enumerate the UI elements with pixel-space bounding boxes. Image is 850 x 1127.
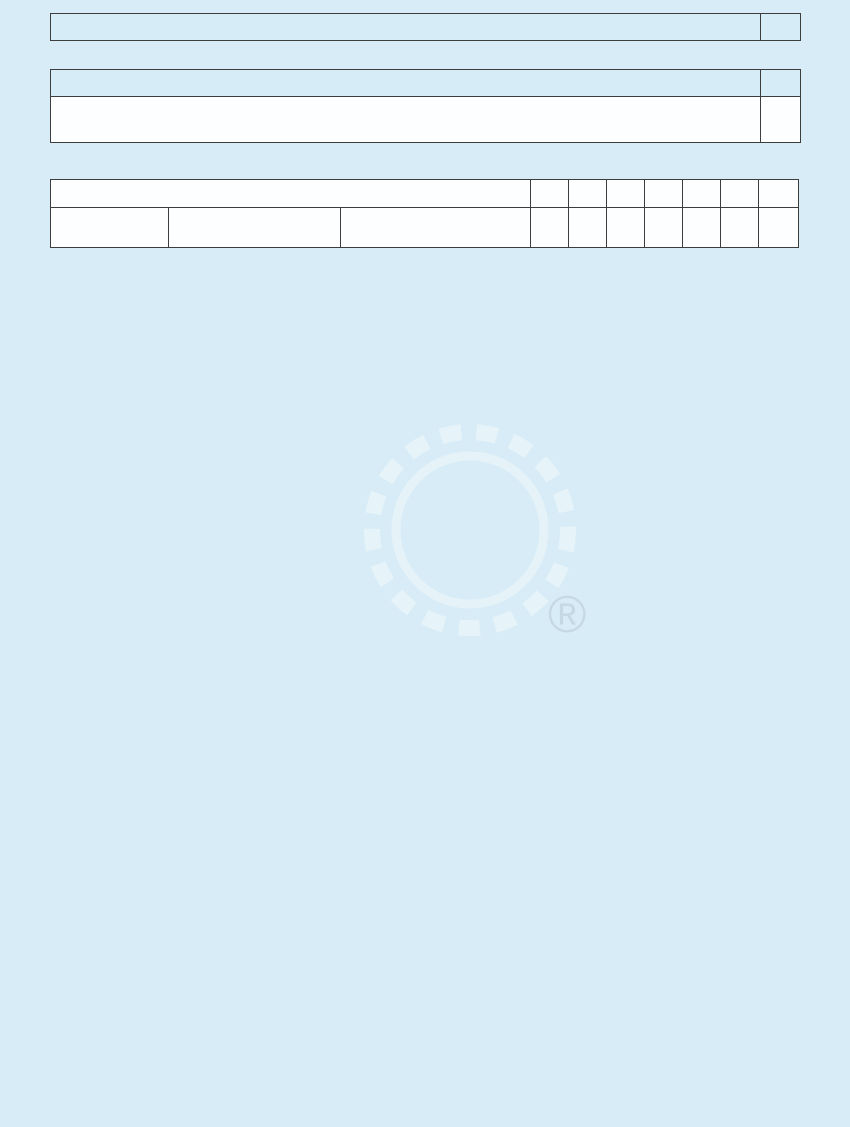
size-header-cell [569,180,607,208]
registered-trademark-icon: ® [548,586,587,644]
empty-cell [51,180,531,208]
table-row [51,14,801,41]
ports-option-cell [51,97,761,143]
code-cell [761,14,801,41]
table-row [51,97,801,143]
empty-cell [721,208,759,248]
flange-option-cell [51,14,761,41]
size-header-cell [607,180,645,208]
empty-cell [759,180,799,208]
through-drive-table [50,179,799,248]
empty-cell [683,208,721,248]
empty-cell [569,208,607,248]
column-header-row [51,208,799,248]
size-header-cell [645,180,683,208]
table-row [51,70,801,97]
ports-type-table [50,69,801,143]
mounting-flange-table [50,13,801,41]
section-10-title [50,0,850,8]
code-cell [761,70,801,97]
column-header-cell [341,208,531,248]
size-header-cell [531,180,569,208]
empty-cell [645,208,683,248]
size-header-cell [683,180,721,208]
empty-cell [531,208,569,248]
empty-cell [759,208,799,248]
empty-cell [607,208,645,248]
size-header-cell [721,180,759,208]
ports-option-cell [51,70,761,97]
column-header-cell [51,208,169,248]
code-cell [761,97,801,143]
watermark-gear-icon [320,410,680,680]
column-header-cell [169,208,341,248]
size-header-row [51,180,799,208]
